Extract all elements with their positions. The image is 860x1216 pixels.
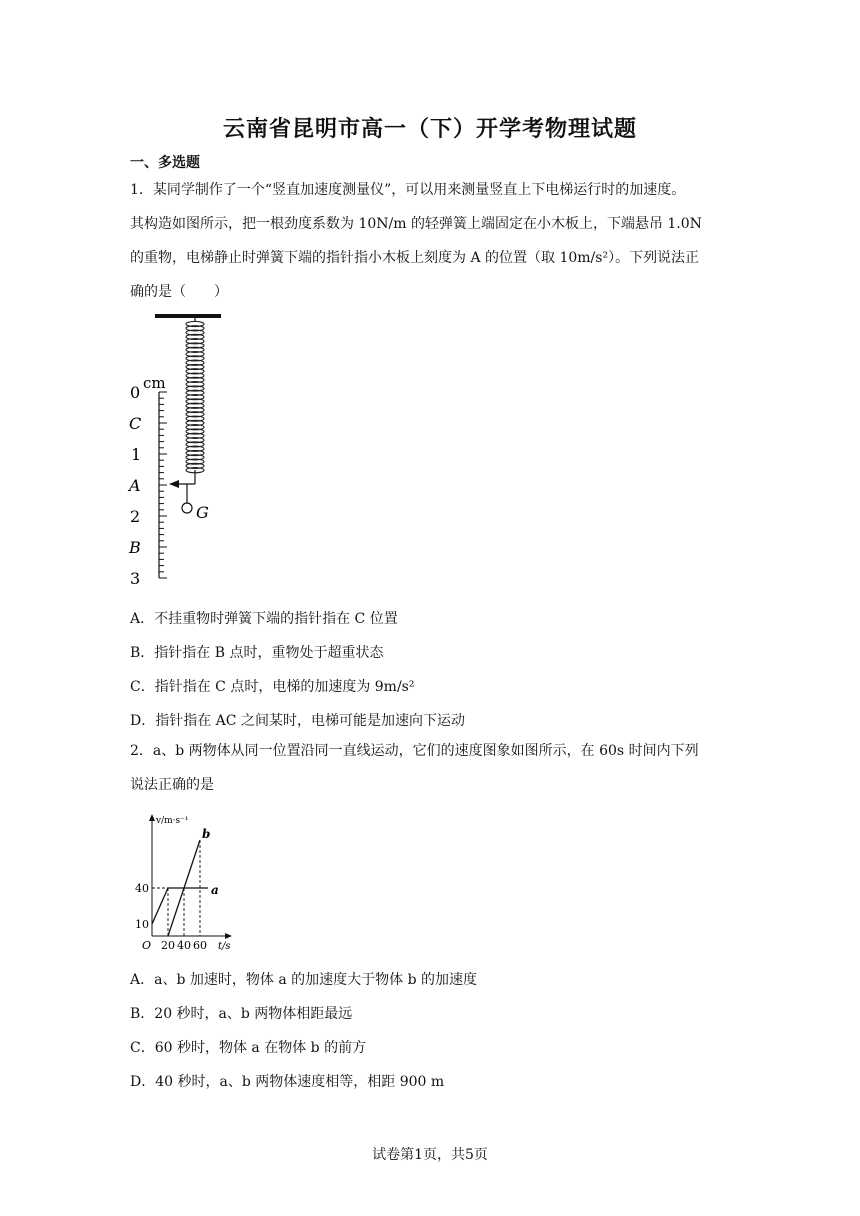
question-1-line: 的重物，电梯静止时弹簧下端的指针指小木板上刻度为 A 的位置（取 10m/s²）。下列说法正: [130, 250, 700, 266]
question-2-option-b: B．20 秒时，a、b 两物体相距最远: [130, 1006, 353, 1022]
section-heading: 一、多选题: [130, 155, 200, 171]
ruler-label: 1: [131, 445, 142, 464]
ruler-label: C: [129, 414, 142, 433]
x-tick-label: 60: [193, 939, 207, 952]
question-2-option-d: D．40 秒时，a、b 两物体速度相等，相距 900 m: [130, 1074, 445, 1090]
question-1-text: [130, 173, 730, 309]
ruler-label: A: [129, 476, 141, 495]
ruler-label: B: [129, 538, 141, 557]
question-2-line: 说法正确的是: [130, 777, 214, 793]
weight-ball: [182, 503, 192, 513]
question-1-option-c: C．指针指在 C 点时，电梯的加速度为 9m/s²: [130, 679, 415, 695]
page-title: 云南省昆明市高一（下）开学考物理试题: [222, 117, 637, 142]
x-tick-label: 20: [161, 939, 175, 952]
x-axis-arrow: [225, 933, 232, 939]
question-2-option-c: C．60 秒时，物体 a 在物体 b 的前方: [130, 1040, 367, 1056]
question-2-option-a: A．a、b 加速时，物体 a 的加速度大于物体 b 的加速度: [130, 972, 477, 988]
x-tick-label: 40: [177, 939, 191, 952]
question-1-line: 1．某同学制作了一个“竖直加速度测量仪”，可以用来测量竖直上下电梯运行时的加速度。: [130, 182, 686, 198]
y-tick-label: 10: [135, 918, 149, 931]
x-axis-label: t/s: [218, 941, 231, 952]
y-tick-label: 40: [135, 882, 149, 895]
series-label: a: [211, 883, 219, 897]
question-1-option-a: A．不挂重物时弹簧下端的指针指在 C 位置: [130, 611, 398, 627]
velocity-time-chart: [130, 812, 260, 952]
question-1-line: 其构造如图所示，把一根劲度系数为 10N/m 的轻弹簧上端固定在小木板上，下端悬吊 1.0N: [130, 216, 702, 232]
origin-label: O: [142, 939, 152, 952]
spring-accelerometer-figure: [125, 308, 235, 588]
y-axis-arrow: [149, 814, 155, 821]
ruler-label: 0: [130, 383, 141, 402]
ruler-label: 3: [130, 569, 141, 588]
question-1-option-d: D．指针指在 AC 之间某时，电梯可能是加速向下运动: [130, 713, 465, 729]
series-label: b: [202, 827, 211, 841]
ruler-ticks: [159, 392, 167, 578]
y-axis-label: v/m·s⁻¹: [156, 816, 189, 826]
question-2-text: [130, 734, 730, 802]
spring-coils: [186, 321, 204, 472]
ruler-unit: cm: [143, 374, 166, 392]
question-1-line: 确的是（ ）: [130, 284, 228, 300]
question-2-line: 2．a、b 两物体从同一位置沿同一直线运动，它们的速度图象如图所示，在 60s 时间内下列: [130, 743, 699, 759]
weight-label: G: [196, 503, 209, 522]
page-footer: 试卷第1页，共5页: [372, 1147, 488, 1163]
ruler-label: 2: [130, 507, 141, 526]
pointer-arrowhead: [169, 480, 179, 488]
question-1-option-b: B．指针指在 B 点时，重物处于超重状态: [130, 645, 384, 661]
